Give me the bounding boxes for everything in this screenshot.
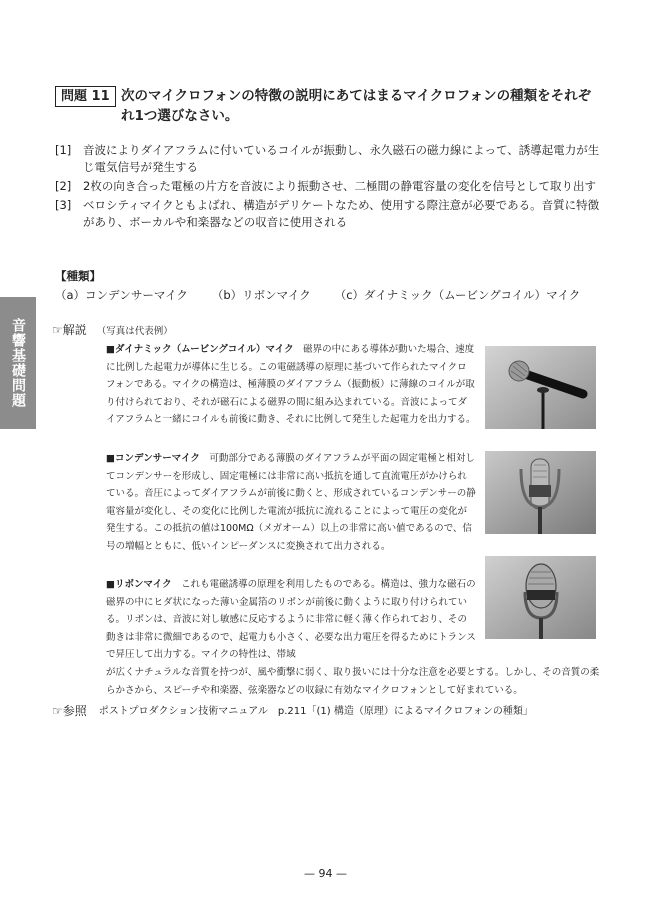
section-label: ■リボンマイク <box>106 579 172 590</box>
list-item <box>55 142 600 176</box>
section-side-tab <box>0 297 36 429</box>
reference-label: ☞参照 <box>52 704 87 718</box>
dynamic-mic-photo <box>485 346 596 429</box>
ribbon-mic-section <box>106 576 476 664</box>
ribbon-mic-photo <box>485 556 596 639</box>
item-number: [2] <box>55 179 72 193</box>
option-a: （a）コンデンサーマイク <box>55 288 188 302</box>
condenser-mic-photo <box>485 451 596 534</box>
condenser-mic-section <box>106 450 476 555</box>
question-items <box>55 142 600 233</box>
section-label: ■ダイナミック（ムービングコイル）マイク <box>106 344 294 355</box>
question-title: 次のマイクロフォンの特徴の説明にあてはまるマイクロフォンの種類をそれぞれ1つ選びなさい。 <box>121 88 592 124</box>
kinds-heading: 【種類】 <box>55 269 101 283</box>
reference <box>52 702 533 719</box>
section-text: 磁界の中にある導体が動いた場合、速度に比例した起電力が導体に生じる。この電磁誘導の原理に基づいて作られたマイクロフォンである。マイクの構造は、極薄膜のダイアフラム（振動板）に薄線のコイルが取り付けられており、それが磁石による磁界の間に組み込まれている。音波によってダイアフラムと一緒にコイルも前後に動き、それに比例して発生した起電力を出力する。 <box>106 344 476 425</box>
explanation-heading <box>52 321 173 338</box>
list-item <box>55 178 600 195</box>
item-text: 音波によりダイアフラムに付いているコイルが振動し、永久磁石の磁力線によって、誘導起電力が生じ電気信号が発生する <box>83 143 600 174</box>
ribbon-mic-section-continued: が広くナチュラルな音質を持つが、風や衝撃に弱く、取り扱いには十分な注意を必要とする。しかし、その音質の柔らかさから、スピーチや和楽器、弦楽器などの収録に有効なマイクロフォンとして好まれている。 <box>106 667 600 696</box>
item-number: [1] <box>55 143 72 157</box>
dynamic-mic-section <box>106 341 476 429</box>
item-text: 2枚の向き合った電極の片方を音波により振動させ、二極間の静電容量の変化を信号として取り出す <box>83 179 596 193</box>
explanation-label: ☞解説 <box>52 323 87 337</box>
page-number: — 94 — <box>304 867 347 880</box>
question-number-badge: 問題 11 <box>55 86 116 107</box>
kinds-options <box>55 287 605 303</box>
item-number: [3] <box>55 198 72 212</box>
option-c: （c）ダイナミック（ムービングコイル）マイク <box>334 288 581 302</box>
list-item <box>55 197 600 231</box>
reference-text: ポストプロダクション技術マニュアル p.211「(1) 構造（原理）によるマイクロフォンの種類」 <box>98 706 533 717</box>
section-text: これも電磁誘導の原理を利用したものである。構造は、強力な磁石の磁界の中にヒダ状になった薄い金属箔のリボンが前後に動くように取り付けられている。リボンは、音波に対し敏感に反応するように非常に軽く薄く作られており、その動きは非常に微細であるので、起電力も小さく、必要な出力電圧を得るためにトランスで昇圧して出力する。マイクの特性は、帯域 <box>106 579 476 660</box>
item-text: ベロシティマイクともよばれ、構造がデリケートなため、使用する際注意が必要である。音質に特徴があり、ボーカルや和楽器などの収音に使用される <box>83 198 600 229</box>
photo-note: （写真は代表例） <box>96 326 173 337</box>
side-tab-label: 音響基礎問題 <box>10 318 26 408</box>
option-b: （b）リボンマイク <box>211 288 311 302</box>
section-label: ■コンデンサーマイク <box>106 453 200 464</box>
section-text: 可動部分である薄膜のダイアフラムが平面の固定電極と相対してコンデンサーを形成し、固定電極には非常に高い抵抗を通して直流電圧がかけられている。音圧によってダイアフラムが前後に動くと、形成されているコンデンサーの静電容量が変化し、その変化に比例した電流が抵抗に流れることによって電圧の変化が発生する。この抵抗の値は100MΩ（メガオーム）以上の非常に高い値であるので、信号の増幅とともに、低いインピーダンスに変換されて出力される。 <box>106 453 476 552</box>
